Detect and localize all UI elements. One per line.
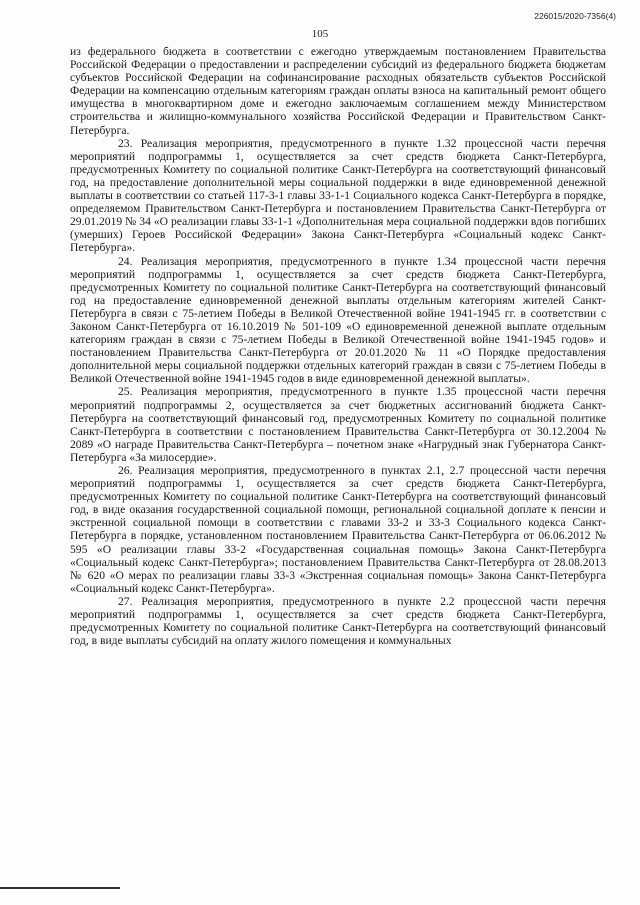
document-number: 226015/2020-7356(4) <box>534 11 616 21</box>
paragraph-25: 25. Реализация мероприятия, предусмотренного в пункте 1.35 процессной части перечня мероприятий подпрограммы 2, осуществляется за счет бюджетных ассигнований бюджета Санкт-Петербурга на соответствующий финансовый год, предусмотренных Комитету по социальной политике Санкт-Петербурга в соответствии с постановлением Правительства Санкт-Петербурга от 30.12.2004 № 2089 «О награде Правительства Санкт-Петербурга – почетном знаке «Нагрудный знак Губернатора Санкт-Петербурга «За милосердие». <box>70 385 606 464</box>
footer-rule <box>0 887 120 889</box>
paragraph-26: 26. Реализация мероприятия, предусмотренного в пунктах 2.1, 2.7 процессной части перечня мероприятий подпрограммы 1, осуществляется за счет средств бюджета Санкт-Петербурга, предусмотренных Комитету по социальной политике Санкт-Петербурга на соответствующий финансовый год, в виде оказания государственной социальной помощи, региональной социальной доплате к пенсии и экстренной социальной помощи в соответствии с главами 33-2 и 33-3 Социального кодекса Санкт-Петербурга в порядке, установленном постановлением Правительства Санкт-Петербурга от 06.06.2012 № 595 «О реализации главы 33-2 «Государственная социальная помощь» Закона Санкт-Петербурга «Социальный кодекс Санкт-Петербурга»; постановлением Правительства Санкт-Петербурга от 28.08.2013 № 620 «О мерах по реализации главы 33-3 «Экстренная социальная помощь» Закона Санкт-Петербурга «Социальный кодекс Санкт-Петербурга». <box>70 464 606 595</box>
paragraph-23: 23. Реализация мероприятия, предусмотренного в пункте 1.32 процессной части перечня мероприятий подпрограммы 1, осуществляется за счет средств бюджета Санкт-Петербурга, предусмотренных Комитету по социальной политике Санкт-Петербурга на соответствующий финансовый год, на предоставление дополнительной меры социальной поддержки в виде единовременной денежной выплаты в соответствии со статьей 117-3-1 главы 33-1-1 Социального кодекса Санкт-Петербурга в порядке, определяемом Правительством Санкт-Петербурга и постановлением Правительства Санкт-Петербурга от 29.01.2019 № 34 «О реализации главы 33-1-1 «Дополнительная мера социальной поддержки вдов погибших (умерших) Героев Российской Федерации» Закона Санкт-Петербурга «Социальный кодекс Санкт-Петербурга». <box>70 136 606 255</box>
paragraph-continuation: из федерального бюджета в соответствии с ежегодно утверждаемым постановлением Правительства Российской Федерации о предоставлении и распределении субсидий из федерального бюджета бюджетам субъектов Российской Федерации на софинансирование расходных обязательств субъектов Российской Федерации на компенсацию отдельным категориям граждан оплаты взноса на капитальный ремонт общего имущества в многоквартирном доме и ежегодно заключаемым соглашением между Министерством строительства и жилищно-коммунального хозяйства Российской Федерации и Правительством Санкт-Петербурга. <box>70 45 606 137</box>
document-body <box>70 45 606 647</box>
paragraph-24: 24. Реализация мероприятия, предусмотренного в пункте 1.34 процессной части перечня мероприятий подпрограммы 1, осуществляется за счет средств бюджета Санкт-Петербурга, предусмотренных Комитету по социальной политике Санкт-Петербурга на соответствующий финансовый год на предоставление единовременной денежной выплаты отдельным категориям жителей Санкт-Петербурга в связи с 75-летием Победы в Великой Отечественной войне 1941-1945 гг. в соответствии с Законом Санкт-Петербурга от 16.10.2019 № 501-109 «О единовременной денежной выплате отдельным категориям граждан в связи с 75-летием Победы в Великой Отечественной войне 1941-1945 годов» и постановлением Правительства Санкт-Петербурга от 20.01.2020 № 11 «О Порядке предоставления дополнительной меры социальной поддержки отдельных категорий граждан в связи с 75-летием Победы в Великой Отечественной войне 1941-1945 годов в виде единовременной денежной выплаты». <box>70 254 606 386</box>
page-number: 105 <box>311 28 329 40</box>
paragraph-27: 27. Реализация мероприятия, предусмотренного в пункте 2.2 процессной части перечня мероприятий подпрограммы 1, осуществляется за счет средств бюджета Санкт-Петербурга, предусмотренных Комитету по социальной политике Санкт-Петербурга на соответствующий финансовый год, в виде выплаты субсидий на оплату жилого помещения и коммунальных <box>70 594 606 648</box>
